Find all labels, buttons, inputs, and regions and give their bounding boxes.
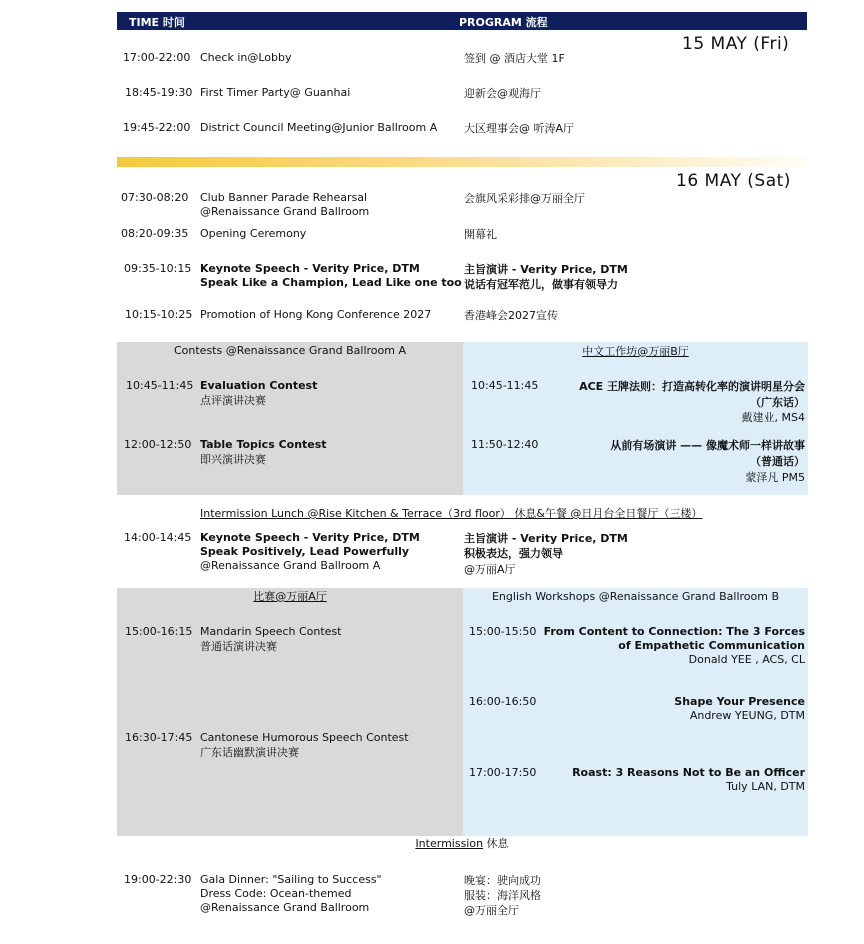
day2-row4-time: 10:15-10:25 bbox=[125, 308, 193, 321]
contest3-zh: 普通话演讲决赛 bbox=[200, 640, 277, 653]
gala-time: 19:00-22:30 bbox=[124, 873, 192, 886]
day2-keynote1-zh2: 说话有冠军范儿，做事有领导力 bbox=[464, 278, 618, 291]
day2-date: 16 MAY (Sat) bbox=[676, 171, 791, 191]
contest3-time: 15:00-16:15 bbox=[125, 625, 193, 638]
day2-keynote1-en2: Speak Like a Champion, Lead Like one too bbox=[200, 276, 462, 289]
day1-row2-zh: 迎新会@观海厅 bbox=[464, 87, 541, 100]
contest1-zh: 点评演讲决赛 bbox=[200, 394, 266, 407]
day1-date: 15 MAY (Fri) bbox=[682, 34, 790, 54]
day1-row1-zh: 签到 @ 酒店大堂 1F bbox=[464, 52, 565, 65]
day2-row3-time: 09:35-10:15 bbox=[124, 262, 192, 275]
day-divider-bar bbox=[117, 157, 807, 167]
day1-row3-en: District Council Meeting@Junior Ballroom A bbox=[200, 121, 438, 134]
intermission bbox=[117, 837, 807, 851]
day1-row1-time: 17:00-22:00 bbox=[123, 51, 191, 64]
cn-workshop2-speaker: 蒙泽凡 PM5 bbox=[745, 471, 805, 484]
cn-workshop1-speaker: 戴建业, MS4 bbox=[741, 411, 805, 424]
chinese-workshop-title: 中文工作坊@万丽B厅 bbox=[582, 345, 689, 358]
header-time: TIME 时间 bbox=[129, 16, 185, 29]
en-workshop1-time: 15:00-15:50 bbox=[469, 625, 537, 638]
keynote2-zh3: @万丽A厅 bbox=[464, 563, 516, 576]
keynote2-en3: @Renaissance Grand Ballroom A bbox=[200, 559, 381, 572]
contests-a-title: 比赛@万丽A厅 bbox=[253, 590, 327, 603]
keynote2-zh2: 积极表达，强力领导 bbox=[464, 547, 563, 560]
en-workshop1-title2: of Empathetic Communication bbox=[618, 639, 805, 652]
gala-en3: @Renaissance Grand Ballroom bbox=[200, 901, 370, 914]
contest2-zh: 即兴演讲决赛 bbox=[200, 453, 266, 466]
contest1-en: Evaluation Contest bbox=[200, 379, 318, 392]
intermission-en: Intermission bbox=[415, 837, 484, 850]
day2-row1-zh: 会旗风采彩排@万丽全厅 bbox=[464, 192, 585, 205]
day2-row4-en: Promotion of Hong Kong Conference 2027 bbox=[200, 308, 432, 321]
keynote2-en2: Speak Positively, Lead Powerfully bbox=[200, 545, 410, 558]
day1-row3-zh: 大区理事会@ 听涛A厅 bbox=[464, 122, 575, 135]
header-program: PROGRAM 流程 bbox=[459, 16, 548, 29]
contest2-time: 12:00-12:50 bbox=[124, 438, 192, 451]
en-workshop2-time: 16:00-16:50 bbox=[469, 695, 537, 708]
keynote2-en1: Keynote Speech - Verity Price, DTM bbox=[200, 531, 420, 544]
day1-row2-en: First Timer Party@ Guanhai bbox=[200, 86, 351, 99]
gala-zh1: 晚宴：驶向成功 bbox=[464, 874, 541, 887]
day2-row2-zh: 開幕礼 bbox=[464, 228, 497, 241]
contest4-time: 16:30-17:45 bbox=[125, 731, 193, 744]
day2-row2-time: 08:20-09:35 bbox=[121, 227, 189, 240]
schedule-header-bar bbox=[117, 12, 807, 30]
en-workshop3-speaker: Tuly LAN, DTM bbox=[726, 780, 805, 793]
day2-keynote1-zh1: 主旨演讲 - Verity Price, DTM bbox=[464, 263, 628, 276]
contests-panel bbox=[117, 342, 463, 495]
contest2-en: Table Topics Contest bbox=[200, 438, 327, 451]
day2-keynote1-en1: Keynote Speech - Verity Price, DTM bbox=[200, 262, 420, 275]
contest3-en: Mandarin Speech Contest bbox=[200, 625, 342, 638]
cn-workshop2-title1: 从前有场演讲 —— 像魔术师一样讲故事 bbox=[610, 439, 805, 452]
gala-zh2: 服装：海洋风格 bbox=[464, 889, 541, 902]
day2-row4-zh: 香港峰会2027宣传 bbox=[464, 309, 558, 322]
day2-row2-en: Opening Ceremony bbox=[200, 227, 307, 240]
en-workshop2-title: Shape Your Presence bbox=[674, 695, 805, 708]
cn-workshop1-time: 10:45-11:45 bbox=[471, 379, 539, 392]
cn-workshop2-time: 11:50-12:40 bbox=[471, 438, 539, 451]
en-workshop2-speaker: Andrew YEUNG, DTM bbox=[689, 709, 805, 722]
cn-workshop2-title2: （普通话） bbox=[750, 455, 805, 468]
contest4-zh: 广东话幽默演讲决赛 bbox=[200, 746, 299, 759]
en-workshop3-time: 17:00-17:50 bbox=[469, 766, 537, 779]
gala-en1: Gala Dinner: "Sailing to Success" bbox=[200, 873, 382, 886]
contests-title: Contests @Renaissance Grand Ballroom A bbox=[173, 344, 407, 357]
english-workshop-title: English Workshops @Renaissance Grand Ballroom B bbox=[491, 590, 780, 603]
en-workshop1-speaker: Donald YEE , ACS, CL bbox=[688, 653, 805, 666]
lunch-intermission: Intermission Lunch @Rise Kitchen & Terrace（3rd floor） 休息&午餐 @日月台全日餐厅（三楼） bbox=[200, 507, 703, 520]
intermission-zh: 休息 bbox=[483, 837, 509, 850]
day1-row3-time: 19:45-22:00 bbox=[123, 121, 191, 134]
contest1-time: 10:45-11:45 bbox=[126, 379, 194, 392]
cn-workshop1-title2: （广东话） bbox=[750, 396, 805, 409]
cn-workshop1-title1: ACE 王牌法则：打造高转化率的演讲明星分会 bbox=[579, 380, 805, 393]
en-workshop1-title1: From Content to Connection: The 3 Forces bbox=[543, 625, 805, 638]
keynote2-time: 14:00-14:45 bbox=[124, 531, 192, 544]
day1-row2-time: 18:45-19:30 bbox=[125, 86, 193, 99]
day2-row1-time: 07:30-08:20 bbox=[121, 191, 189, 204]
keynote2-zh1: 主旨演讲 - Verity Price, DTM bbox=[464, 532, 628, 545]
day2-row1-en1: Club Banner Parade Rehearsal bbox=[200, 191, 368, 204]
gala-en2: Dress Code: Ocean-themed bbox=[200, 887, 352, 900]
en-workshop3-title: Roast: 3 Reasons Not to Be an Officer bbox=[572, 766, 805, 779]
contest4-en: Cantonese Humorous Speech Contest bbox=[200, 731, 409, 744]
gala-zh3: @万丽全厅 bbox=[464, 904, 519, 917]
day1-row1-en: Check in@Lobby bbox=[200, 51, 292, 64]
day2-row1-en2: @Renaissance Grand Ballroom bbox=[200, 205, 370, 218]
